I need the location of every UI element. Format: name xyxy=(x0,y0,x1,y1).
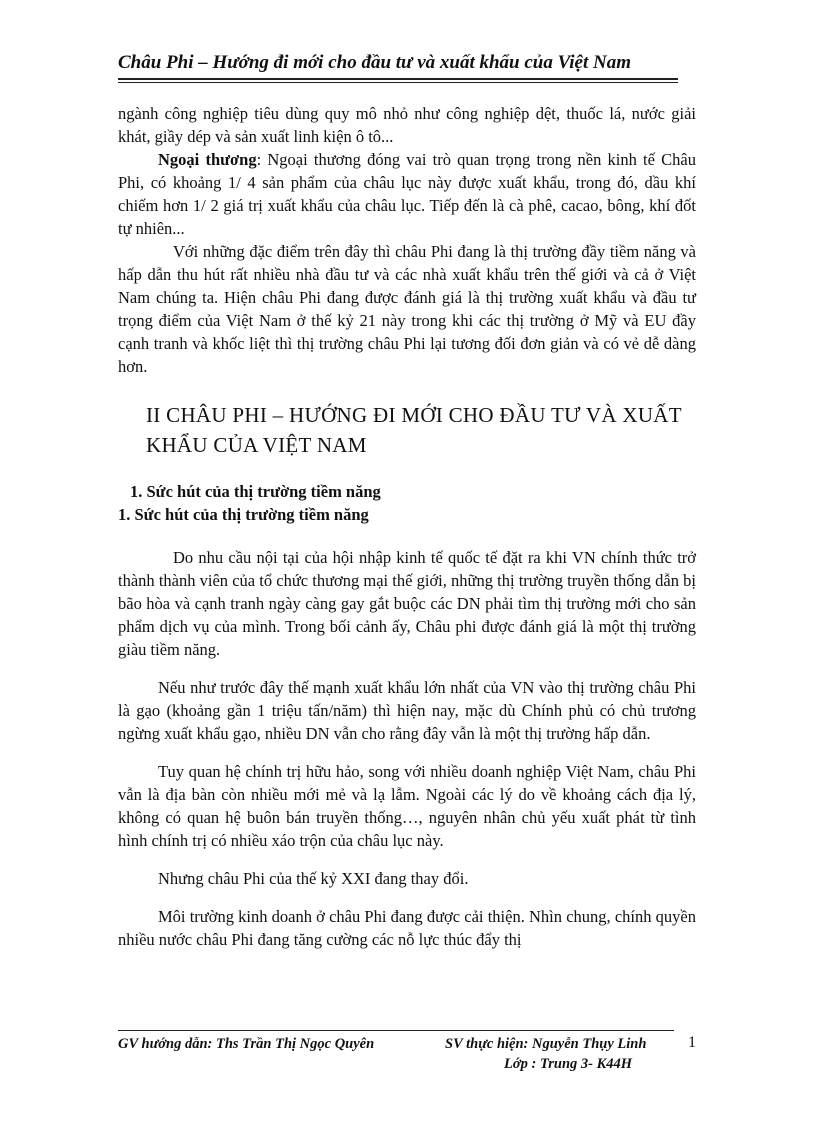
footer-advisor: GV hướng dẫn: Ths Trần Thị Ngọc Quyên xyxy=(118,1036,375,1052)
paragraph-5: Nếu như trước đây thế mạnh xuất khẩu lớn nhất của VN vào thị trường châu Phi là gạo (khoảng gần 1 triệu tấn/năm) thì hiện nay, mặc dù Chính phủ có chủ trương ngừng xuất khẩu gạo, nhiều DN vẫn cho rằng đây vẫn là một thị trường hấp dẫn. xyxy=(118,678,696,743)
footer-rule xyxy=(118,1030,674,1031)
paragraph-3: Với những đặc điểm trên đây thì châu Phi đang là thị trường đầy tiềm năng và hấp dẫn thu hút rất nhiều nhà đầu tư và các nhà xuất khẩu trên thế giới và cả ở Việt Nam chúng ta. Hiện châu Phi đang được đánh giá là thị trường xuất khẩu và đầu tư trọng điểm của Việt Nam ở thế kỷ 21 này trong khi các thị trường ở Mỹ và EU đầy cạnh tranh và khốc liệt thì thị trường châu Phi lại tương đối đơn giản và có vẻ dễ dàng hơn. xyxy=(118,242,696,376)
paragraph-4: Do nhu cầu nội tại của hội nhập kinh tế quốc tế đặt ra khi VN chính thức trở thành thành viên của tổ chức thương mại thế giới, những thị trường truyền thống dẫn bị bão hòa và cạnh tranh ngày càng gay gắt buộc các DN phải tìm thị trường mới cho sản phẩm dịch vụ của mình. Trong bối cảnh ấy, Châu phi được đánh giá là một thị trường giàu tiềm năng. xyxy=(118,548,696,659)
paragraph-8: Môi trường kinh doanh ở châu Phi đang được cải thiện. Nhìn chung, chính quyền nhiều nước châu Phi đang tăng cường các nỗ lực thúc đẩy thị xyxy=(118,907,696,949)
page-number: 1 xyxy=(688,1034,696,1051)
paragraph-7: Nhưng châu Phi của thế kỷ XXI đang thay đổi. xyxy=(158,869,469,888)
paragraph-2 xyxy=(118,148,696,240)
page-header-title: Châu Phi – Hướng đi mới cho đầu tư và xuất khẩu của Việt Nam xyxy=(118,52,631,73)
paragraph-1: ngành công nghiệp tiêu dùng quy mô nhỏ như công nghiệp dệt, thuốc lá, nước giải khát, giầy dép và sản xuất linh kiện ô tô... xyxy=(118,104,696,146)
footer-class: Lớp : Trung 3- K44H xyxy=(504,1056,633,1072)
footer-student: SV thực hiện: Nguyễn Thụy Linh xyxy=(445,1036,647,1052)
header-rule-thin xyxy=(118,82,678,83)
paragraph-6: Tuy quan hệ chính trị hữu hảo, song với nhiều doanh nghiệp Việt Nam, châu Phi vẫn là địa bàn còn nhiều mới mẻ và lạ lẫm. Ngoài các lý do về khoảng cách địa lý, không có quan hệ buôn bán truyền thống…, nguyên nhân chủ yếu xuất phát từ tình hình chính trị có nhiều xáo trộn của châu lục này. xyxy=(118,762,696,850)
subheading-b: 1. Sức hút của thị trường tiềm năng xyxy=(118,505,369,524)
document-body xyxy=(118,102,696,951)
section-heading: II CHÂU PHI – HƯỚNG ĐI MỚI CHO ĐẦU TƯ VÀ XUẤT KHẨU CỦA VIỆT NAM xyxy=(146,403,682,457)
paragraph-2-text: : Ngoại thương đóng vai trò quan trọng trong nền kinh tế Châu Phi, có khoảng 1/ 4 sản phẩm của châu lục này được xuất khẩu, trong đó, dầu khí chiếm hơn 1/ 2 giá trị xuất khẩu của châu lục. Tiếp đến là cà phê, cacao, bông, khí đốt tự nhiên... xyxy=(118,150,696,238)
subheading xyxy=(118,480,696,526)
header-rule-thick xyxy=(118,78,678,80)
subheading-a: 1. Sức hút của thị trường tiềm năng xyxy=(130,482,381,501)
term-ngoai-thuong: Ngoại thương xyxy=(158,150,257,169)
